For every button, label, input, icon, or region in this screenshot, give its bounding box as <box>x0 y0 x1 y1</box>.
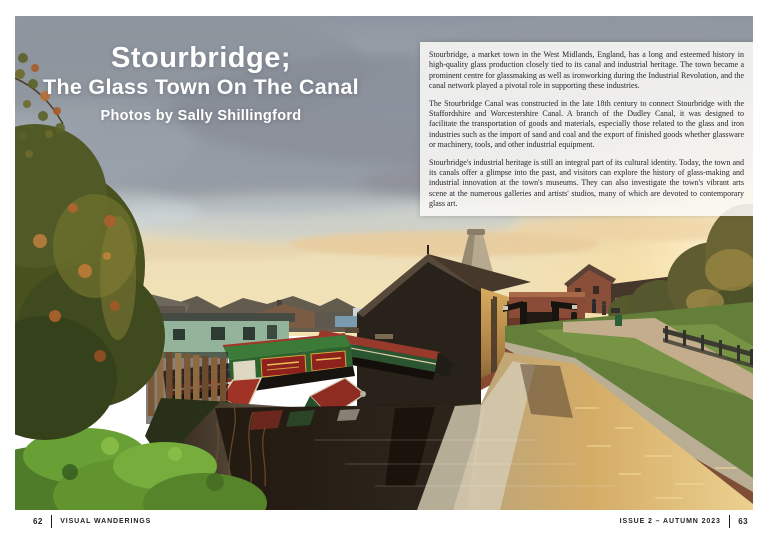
intro-text-box <box>420 42 753 216</box>
article-byline: Photos by Sally Shillingford <box>100 107 302 124</box>
page-number-right: 63 <box>738 516 748 526</box>
issue-label: ISSUE 2 – AUTUMN 2023 <box>619 517 721 525</box>
footer-right <box>620 515 748 528</box>
litter-bin <box>615 315 622 326</box>
page-number-left: 62 <box>33 516 43 526</box>
footer-rule <box>51 515 53 528</box>
footer-rule <box>729 515 731 528</box>
article-title: Stourbridge; <box>111 42 291 74</box>
footer-left <box>33 515 151 528</box>
intro-paragraph: Stourbridge's industrial heritage is still an integral part of its cultural identity. Today, the town and its canals offer a glimpse into the past, and visitors can explore the history of glass-making and industrial innovation at the town's museums. They can also investigate the town's vibrant arts scene at the numerous galleries and artists' studios, many of which are devoted to contemporary glass art. <box>429 157 744 209</box>
photo-spread <box>15 16 753 510</box>
article-subtitle: The Glass Town On The Canal <box>43 75 359 99</box>
intro-paragraph: Stourbridge, a market town in the West Midlands, England, has a long and esteemed history in high-quality glass production closely tied to its canal and industrial heritage. The town became a prominent centre for glassmaking as well as ironworking during the Industrial Revolution, and the canal network played a pivotal role in supporting these industries. <box>429 50 744 91</box>
intro-paragraph: The Stourbridge Canal was constructed in the late 18th century to connect Stourbridge with the Staffordshire and Worcestershire Canal. A branch of the Dudley Canal, it was designed to facilitate the transportation of goods and materials, especially those related to the glass and iron industries such as the import of sand and coal and the export of finished goods whether glassware or machinery, tools, and other industrial equipment. <box>429 98 744 150</box>
spread-footer <box>33 513 748 529</box>
magazine-name: VISUAL WANDERINGS <box>60 517 152 525</box>
